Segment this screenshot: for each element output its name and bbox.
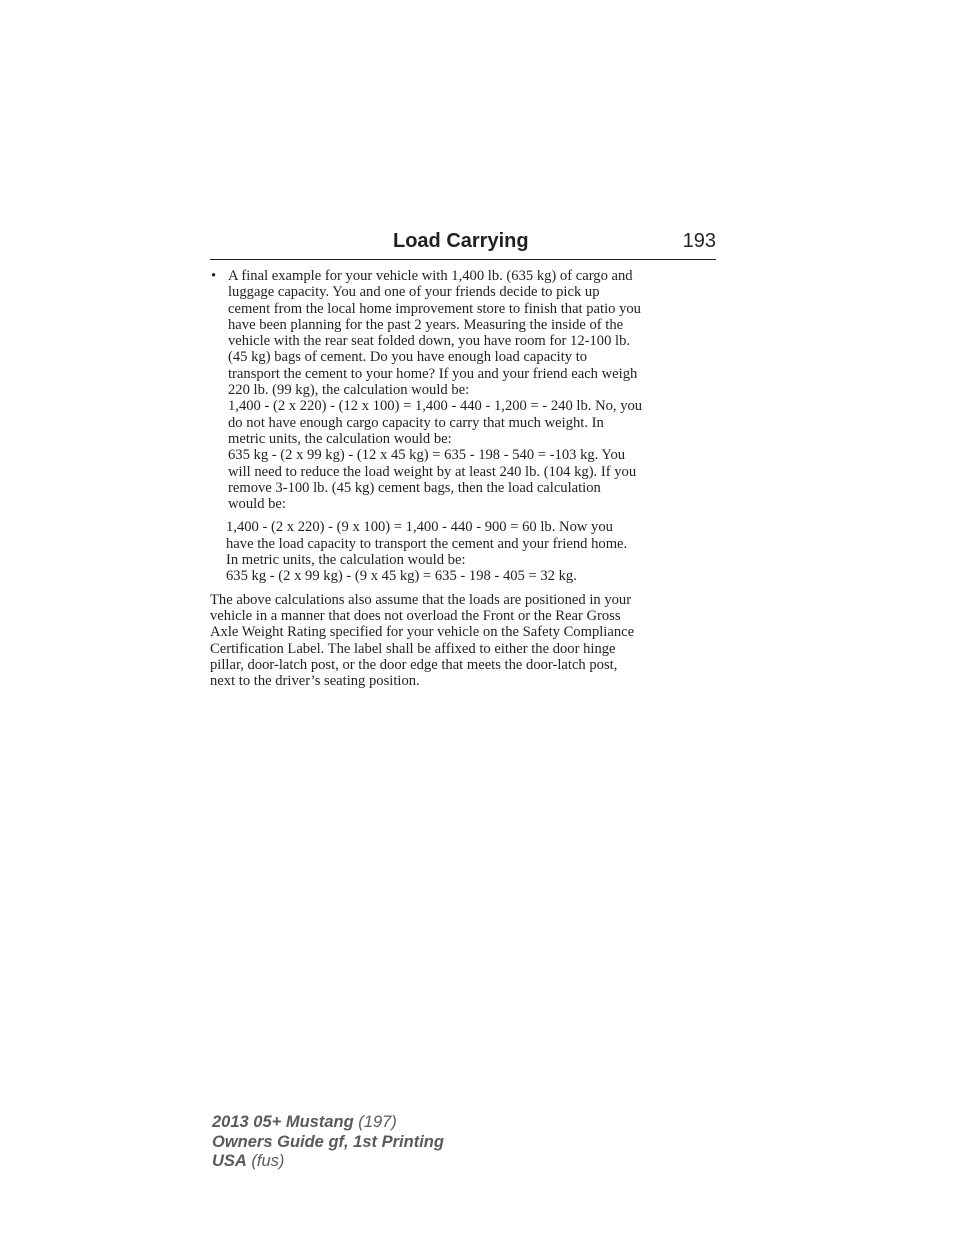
text-line: vehicle with the rear seat folded down, you have room for 12-100 lb. (228, 333, 631, 350)
calculation-block (210, 519, 718, 584)
text-line: will need to reduce the load weight by at least 240 lb. (104 kg). If you (228, 463, 637, 480)
footer-model: 2013 05+ Mustang (212, 1113, 354, 1131)
bullet-item (210, 268, 718, 512)
print-footer (212, 1113, 444, 1172)
footer-line-model (212, 1113, 444, 1133)
text-line: A final example for your vehicle with 1,400 lb. (635 kg) of cargo and (228, 268, 633, 284)
footer-model-code: (197) (353, 1113, 397, 1131)
text-line: 220 lb. (99 kg), the calculation would be: (228, 382, 470, 399)
text-line: metric units, the calculation would be: (228, 430, 452, 447)
text-line: 1,400 - (2 x 220) - (9 x 100) = 1,400 - 440 - 900 = 60 lb. Now you (226, 519, 613, 536)
text-line: 1,400 - (2 x 220) - (12 x 100) = 1,400 - 440 - 1,200 = - 240 lb. No, you (228, 398, 643, 415)
text-line: remove 3-100 lb. (45 kg) cement bags, then the load calculation (228, 479, 601, 496)
text-line: 635 kg - (2 x 99 kg) - (9 x 45 kg) = 635 - 198 - 405 = 32 kg. (226, 568, 577, 585)
text-line: next to the driver’s seating position. (210, 673, 420, 690)
text-line: pillar, door-latch post, or the door edge that meets the door-latch post, (210, 656, 618, 673)
text-line: In metric units, the calculation would be: (226, 552, 466, 569)
text-line: would be: (228, 496, 286, 513)
bullet-dot: • (211, 268, 217, 284)
text-line: have the load capacity to transport the cement and your friend home. (226, 535, 628, 552)
footer-line-market (212, 1152, 444, 1172)
text-line: cement from the local home improvement store to finish that patio you (228, 300, 641, 317)
footer-market-code: (fus) (246, 1152, 285, 1170)
text-line: transport the cement to your home? If you and your friend each weigh (228, 365, 638, 382)
text-line: The above calculations also assume that the loads are positioned in your (210, 591, 632, 608)
text-line: (45 kg) bags of cement. Do you have enough load capacity to (228, 349, 588, 366)
page-content (210, 268, 718, 689)
text-line: have been planning for the past 2 years. Measuring the inside of the (228, 316, 624, 333)
text-line: 635 kg - (2 x 99 kg) - (12 x 45 kg) = 635 - 198 - 540 = -103 kg. You (228, 447, 626, 464)
text-line: vehicle in a manner that does not overload the Front or the Rear Gross (210, 607, 621, 624)
page-number: 193 (682, 230, 716, 252)
section-title: Load Carrying (393, 230, 529, 252)
text-line: Axle Weight Rating specified for your vehicle on the Safety Compliance (210, 624, 635, 641)
text-line: luggage capacity. You and one of your friends decide to pick up (228, 284, 600, 301)
footer-market: USA (212, 1152, 247, 1170)
page-header (210, 229, 716, 260)
body-paragraph (210, 592, 718, 690)
text-line: do not have enough cargo capacity to carry that much weight. In (228, 414, 604, 431)
footer-edition: Owners Guide gf, 1st Printing (212, 1132, 444, 1151)
text-line: Certification Label. The label shall be affixed to either the door hinge (210, 640, 616, 657)
